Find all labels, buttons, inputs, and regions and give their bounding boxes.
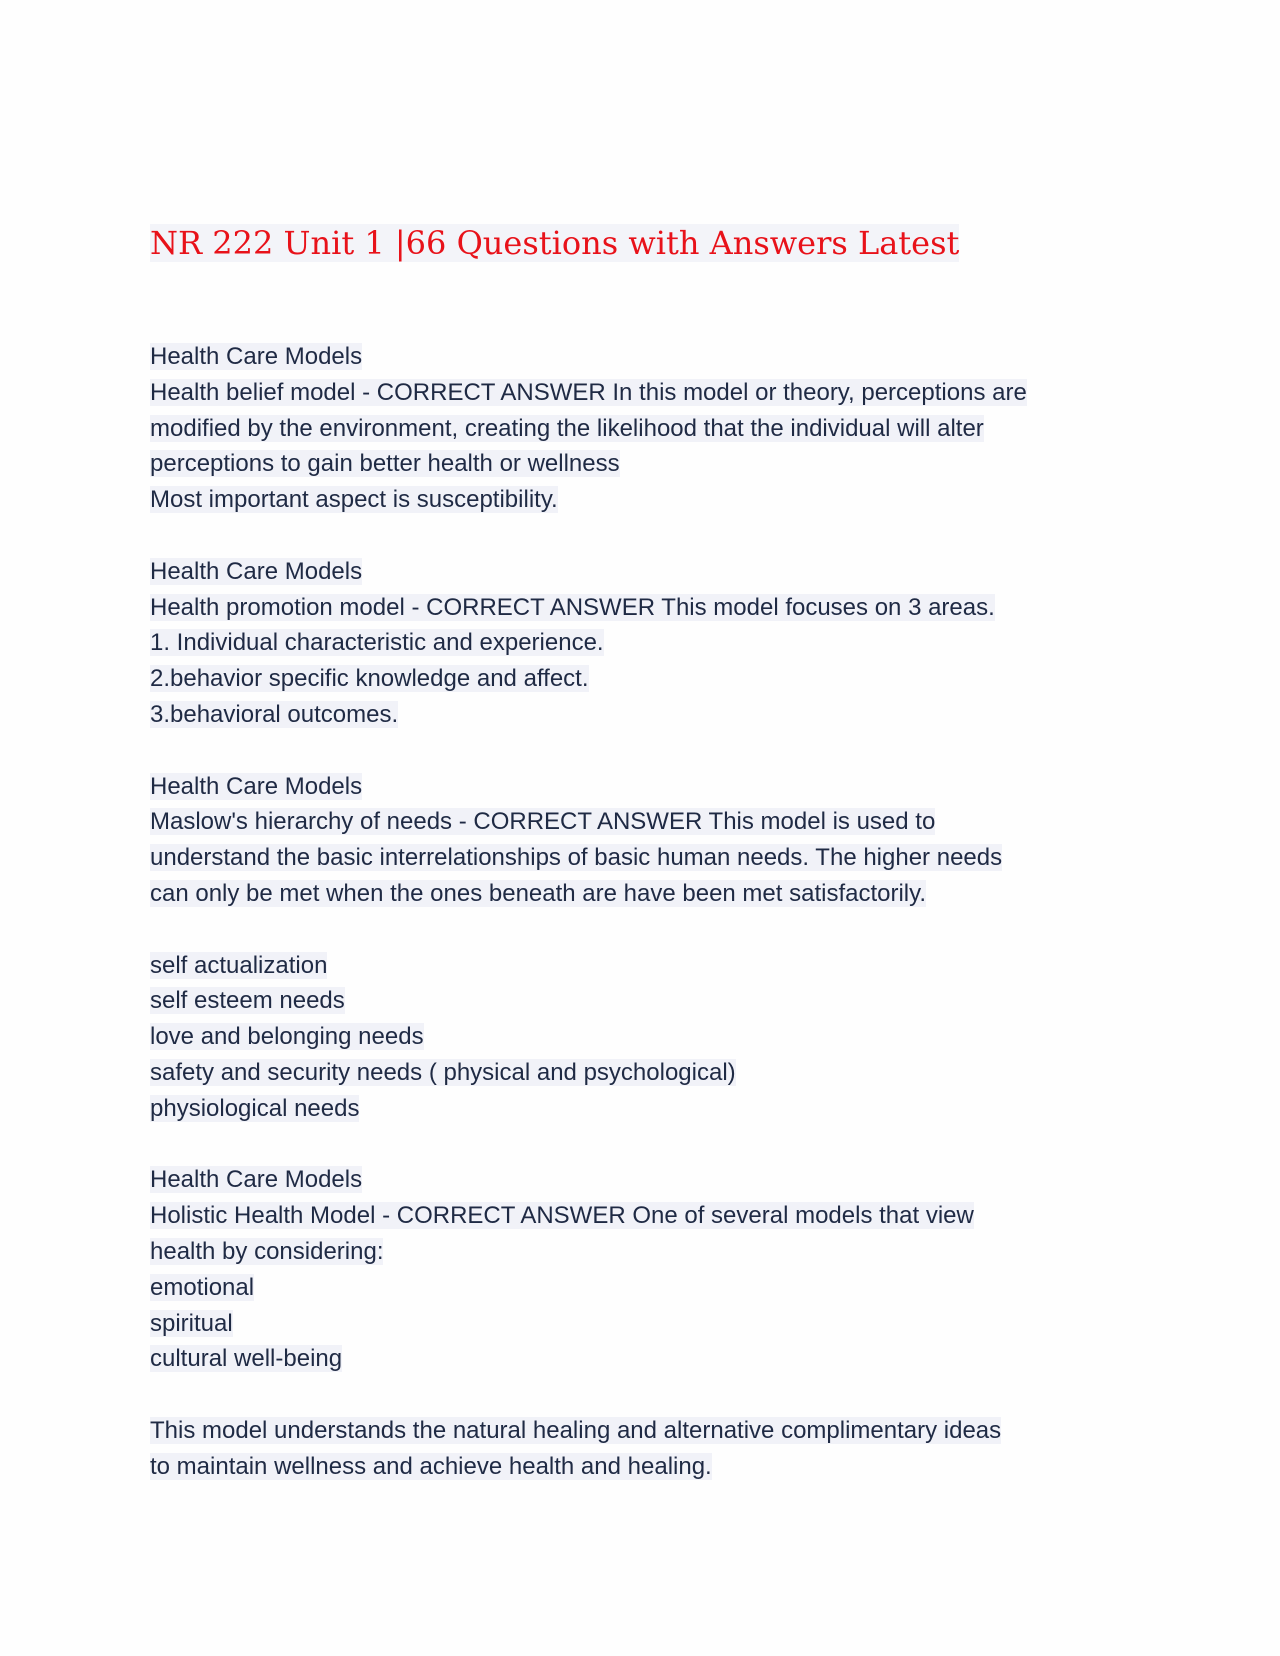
paragraph-gap [150,912,1130,948]
text-line-content: Health Care Models [150,1166,363,1194]
text-line [150,1449,1130,1485]
text-line [150,1413,1130,1449]
text-line [150,339,1130,375]
text-line [150,446,1130,482]
text-line-content: love and belonging needs [150,1023,424,1051]
text-line [150,697,1130,733]
text-line [150,1019,1130,1055]
qa-section [150,1413,1130,1485]
text-line-content: Health promotion model - CORRECT ANSWER This model focuses on 3 areas. [150,593,995,621]
text-line-content: emotional [150,1273,255,1301]
document-body [150,339,1130,1485]
text-line [150,948,1130,984]
paragraph-gap [150,1377,1130,1413]
text-line [150,1341,1130,1377]
paragraph-gap [150,733,1130,769]
text-line-content: perceptions to gain better health or wellness [150,450,620,478]
text-line-content: Health Care Models [150,557,363,585]
text-line-content: 1. Individual characteristic and experience. [150,629,604,657]
text-line [150,625,1130,661]
text-line-content: cultural well-being [150,1345,343,1373]
qa-section [150,1162,1130,1377]
text-line-content: Most important aspect is susceptibility. [150,486,558,514]
text-line [150,1306,1130,1342]
text-line-content: self esteem needs [150,987,345,1015]
text-line [150,1055,1130,1091]
text-line-content: This model understands the natural healing and alternative complimentary ideas [150,1416,1002,1444]
text-line-content: physiological needs [150,1094,360,1122]
text-line [150,1234,1130,1270]
text-line [150,1091,1130,1127]
text-line [150,554,1130,590]
text-line [150,983,1130,1019]
text-line-content: health by considering: [150,1237,384,1265]
qa-section [150,339,1130,518]
paragraph-gap [150,518,1130,554]
text-line-content: can only be met when the ones beneath are have been met satisfactorily. [150,879,927,907]
text-line [150,1162,1130,1198]
text-line [150,876,1130,912]
text-line-content: spiritual [150,1309,233,1337]
text-line-content: Holistic Health Model - CORRECT ANSWER One of several models that view [150,1202,974,1230]
text-line [150,590,1130,626]
paragraph-gap [150,1127,1130,1163]
text-line [150,661,1130,697]
text-line-content: modified by the environment, creating the likelihood that the individual will alter [150,414,984,442]
text-line [150,1270,1130,1306]
document-title: NR 222 Unit 1 |66 Questions with Answers Latest [150,224,960,262]
text-line [150,1198,1130,1234]
text-line [150,769,1130,805]
text-line-content: Maslow's hierarchy of needs - CORRECT ANSWER This model is used to [150,808,936,836]
text-line-content: understand the basic interrelationships of basic human needs. The higher needs [150,844,1003,872]
qa-section [150,554,1130,733]
text-line-content: self actualization [150,951,328,979]
text-line [150,804,1130,840]
text-line-content: 3.behavioral outcomes. [150,700,399,728]
text-line [150,840,1130,876]
qa-section [150,769,1130,912]
text-line-content: Health Care Models [150,343,363,370]
text-line-content: safety and security needs ( physical and psychological) [150,1058,736,1086]
text-line [150,482,1130,518]
text-line-content: Health Care Models [150,772,363,800]
text-line [150,411,1130,447]
text-line [150,375,1130,411]
qa-section [150,948,1130,1127]
text-line-content: to maintain wellness and achieve health and healing. [150,1452,712,1480]
text-line-content: 2.behavior specific knowledge and affect. [150,665,589,693]
text-line-content: Health belief model - CORRECT ANSWER In this model or theory, perceptions are [150,378,1027,406]
